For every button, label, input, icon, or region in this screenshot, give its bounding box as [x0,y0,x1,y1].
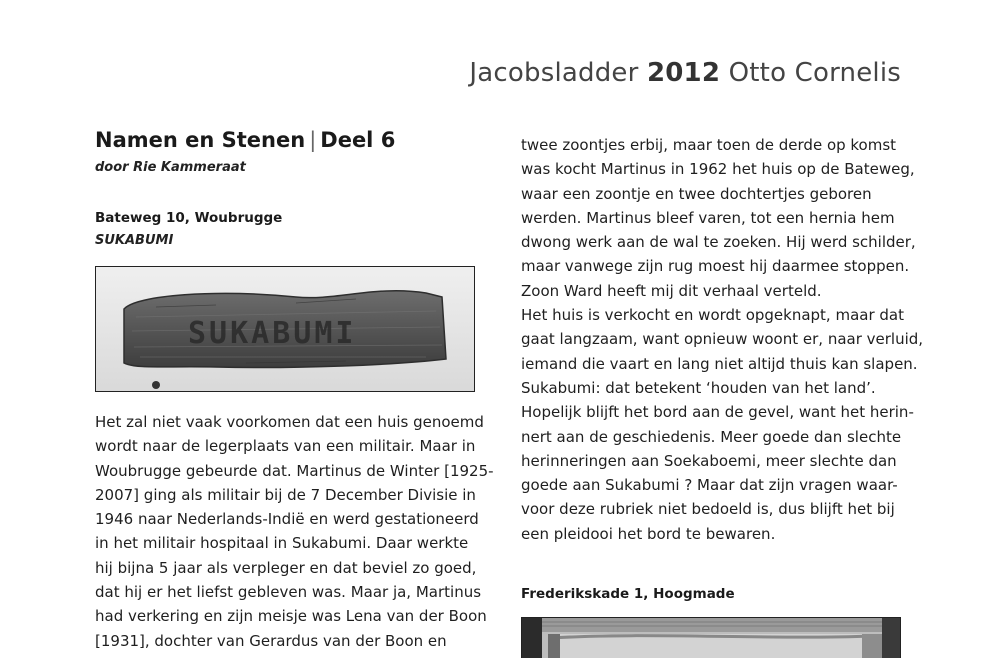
header-suffix: Otto Cornelis [728,58,901,88]
body-line: twee zoontjes erbij, maar toen de derde op komst [521,136,897,154]
body-line: werden. Martinus bleef varen, tot een hernia hem [521,208,895,227]
title-separator: | [309,128,317,152]
body-line: [1931], dochter van Gerardus van der Boon en [95,631,447,650]
body-line: een pleidooi het bord te bewaren. [521,524,776,543]
body-line: dwong werk aan de wal te zoeken. Hij werd schilder, [521,233,916,252]
sign-photo [95,266,475,392]
byline: door Rie Kammeraat [95,160,246,175]
body-line: 1946 naar Nederlands-Indië en werd gestationeerd [95,510,479,529]
body-line: wordt naar de legerplaats van een militair. Maar in [95,437,476,456]
column2-body [521,133,924,546]
section-address: Bateweg 10, Woubrugge [95,210,283,226]
body-line: gaat langzaam, want opnieuw woont er, naar verluid, [521,330,924,349]
article-title [95,128,395,152]
section-house-name: SUKABUMI [95,233,174,248]
body-line: in het militair hospitaal in Sukabumi. Daar werkte [95,534,469,553]
sign-lettering: SUKABUMI [188,316,357,351]
body-line: had verkering en zijn meisje was Lena van der Boon [95,607,487,626]
body-line: Sukabumi: dat betekent ‘houden van het land’. [521,378,876,397]
house-photo [521,617,901,658]
body-line: waar een zoontje en twee dochtertjes geboren [521,184,872,203]
header-prefix: Jacobsladder [469,58,639,88]
body-line: hij bijna 5 jaar als verpleger en dat beviel zo goed, [95,558,477,577]
body-line: was kocht Martinus in 1962 het huis op de Bateweg, [521,160,915,179]
body-line: 2007] ging als militair bij de 7 December Divisie in [95,485,476,504]
body-line: Hopelijk blijft het bord aan de gevel, want het herin- [521,403,914,422]
body-line: goede aan Sukabumi ? Maar dat zijn vragen waar- [521,476,898,495]
title-main: Namen en Stenen [95,128,306,152]
house-facade-image [522,618,901,658]
body-line: Woubrugge gebeurde dat. Martinus de Winter [1925- [95,461,494,480]
section1-body [95,410,494,653]
title-part: Deel 6 [320,128,396,152]
body-line: dat hij er het liefst gebleven was. Maar ja, Martinus [95,583,482,602]
section2-address: Frederikskade 1, Hoogmade [521,586,735,602]
body-line: Het zal niet vaak voorkomen dat een huis genoemd [95,413,484,431]
body-line: voor deze rubriek niet bedoeld is, dus blijft het bij [521,500,895,519]
body-line: maar vanwege zijn rug moest hij daarmee stoppen. [521,257,910,276]
body-line: Zoon Ward heeft mij dit verhaal verteld. [521,281,822,300]
body-line: Het huis is verkocht en wordt opgeknapt, maar dat [521,306,904,325]
header-year: 2012 [646,58,721,88]
body-line: herinneringen aan Soekaboemi, meer slechte dan [521,451,897,470]
body-line: nert aan de geschiedenis. Meer goede dan slechte [521,427,902,446]
body-line: iemand die vaart en lang niet altijd thuis kan slapen. [521,354,918,373]
wooden-sign-image [96,267,475,392]
running-header [469,58,901,88]
